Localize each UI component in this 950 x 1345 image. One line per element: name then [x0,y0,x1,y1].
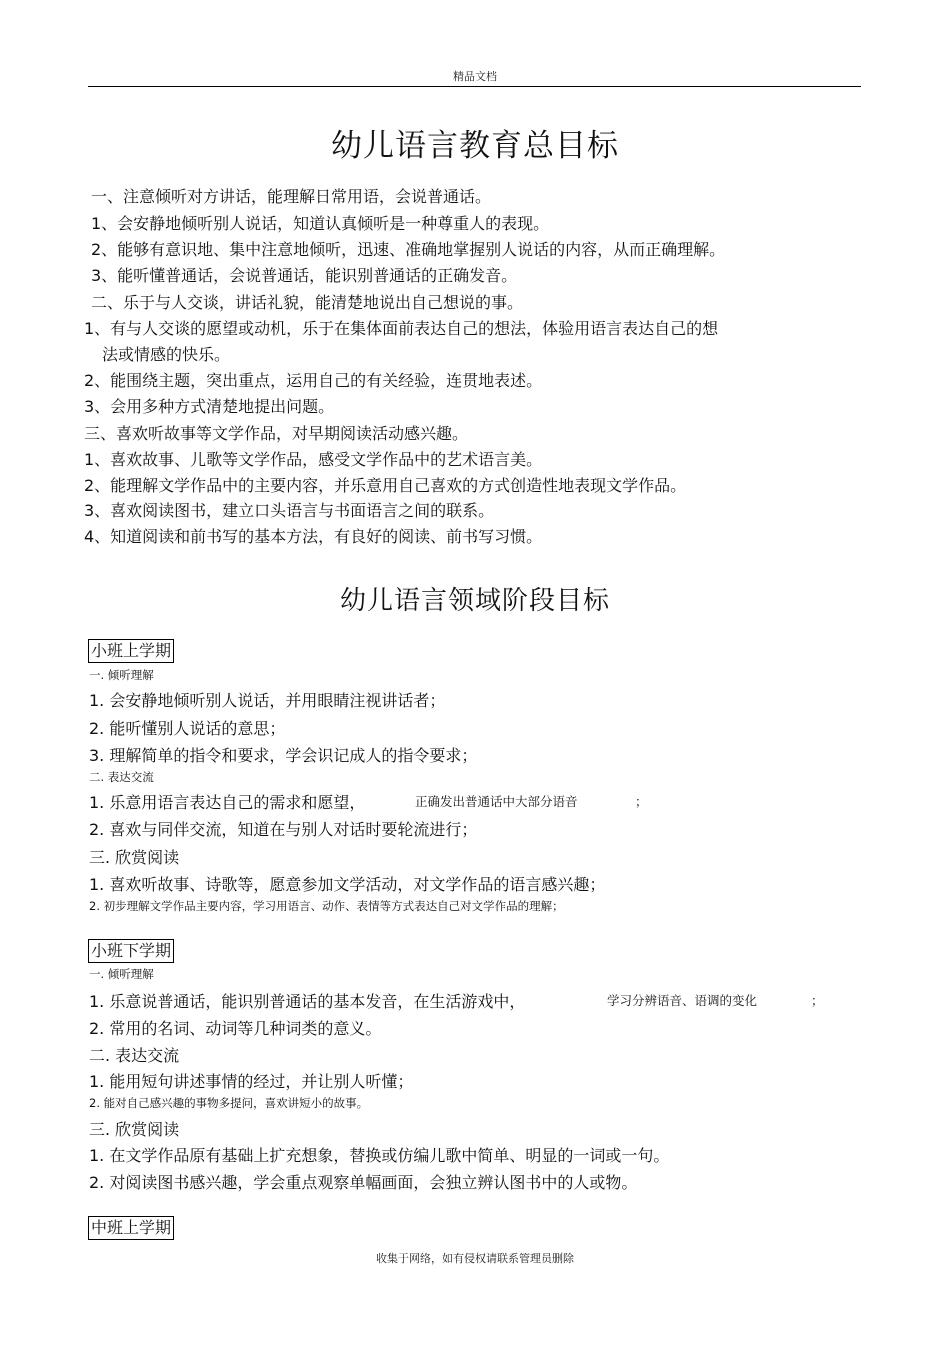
goal-line: 三、喜欢听故事等文学作品，对早期阅读活动感兴趣。 [84,424,469,443]
goal-line: 一、注意倾听对方讲话，能理解日常用语，会说普通话。 [91,187,492,206]
list-item: 1. 乐意说普通话，能识别普通话的基本发音，在生活游戏中， [89,992,526,1011]
title-stage-goals: 幼儿语言领域阶段目标 [339,586,610,616]
goal-line: 3、会用多种方式清楚地提出问题。 [84,397,335,416]
header-rule [88,86,861,87]
goal-line: 2、能理解文学作品中的主要内容，并乐意用自己喜欢的方式创造性地表现文学作品。 [84,476,687,495]
list-item: 1. 乐意用语言表达自己的需求和愿望， [89,793,366,812]
list-item: 2. 初步理解文学作品主要内容，学习用语言、动作、表情等方式表达自己对文学作品的理解； [89,899,564,913]
goal-line: 二、乐于与人交谈，讲话礼貌，能清楚地说出自己想说的事。 [91,293,524,312]
goal-line: 4、知道阅读和前书写的基本方法，有良好的阅读、前书写习惯。 [84,527,543,546]
list-item: 3. 理解简单的指令和要求，学会识记成人的指令要求； [89,746,478,765]
list-item-inline: ； [635,794,648,809]
goal-line: 3、喜欢阅读图书，建立口头语言与书面语言之间的联系。 [84,501,495,520]
page-footer: 收集于网络，如有侵权请联系管理员删除 [376,1252,574,1265]
list-item: 2. 能听懂别人说话的意思； [89,719,286,738]
list-item: 2. 对阅读图书感兴趣，学会重点观察单幅画面，会独立辨认图书中的人或物。 [89,1173,638,1192]
section-heading: 一. 倾听理解 [89,967,154,981]
list-item: 1. 喜欢听故事、诗歌等，愿意参加文学活动，对文学作品的语言感兴趣； [89,875,606,894]
goal-line: 2、能够有意识地、集中注意地倾听，迅速、准确地掌握别人说话的内容，从而正确理解。 [91,240,726,259]
goal-line: 1、有与人交谈的愿望或动机，乐于在集体面前表达自己的想法，体验用语言表达自己的想 [84,319,719,338]
goal-line: 3、能听懂普通话，会说普通话，能识别普通话的正确发音。 [91,266,518,285]
goal-line: 法或情感的快乐。 [102,345,231,364]
title-overall-goals: 幼儿语言教育总目标 [331,128,619,164]
term-label-small-first: 小班上学期 [88,639,174,663]
section-heading: 三. 欣赏阅读 [89,1120,180,1139]
page-header: 精品文档 [453,70,497,83]
goal-line: 1、会安静地倾听别人说话，知道认真倾听是一种尊重人的表现。 [91,214,550,233]
list-item: 2. 常用的名词、动词等几种词类的意义。 [89,1019,382,1038]
list-item-inline: 正确发出普通话中大部分语音 [415,794,578,809]
term-label-small-second: 小班下学期 [88,939,174,963]
section-heading: 一. 倾听理解 [89,668,154,682]
list-item: 1. 在文学作品原有基础上扩充想象，替换或仿编儿歌中简单、明显的一词或一句。 [89,1146,670,1165]
section-heading: 二. 表达交流 [89,770,154,784]
list-item-inline: 学习分辨语音、语调的变化 [607,993,758,1008]
list-item: 1. 能用短句讲述事情的经过，并让别人听懂； [89,1072,414,1091]
goal-line: 1、喜欢故事、儿歌等文学作品，感受文学作品中的艺术语言美。 [84,450,543,469]
term-label-middle-first: 中班上学期 [88,1216,174,1240]
list-item-inline: ； [811,993,824,1008]
goal-line: 2、能围绕主题，突出重点，运用自己的有关经验，连贯地表述。 [84,371,543,390]
list-item: 2. 能对自己感兴趣的事物多提问，喜欢讲短小的故事。 [89,1096,369,1110]
section-heading: 三. 欣赏阅读 [89,848,180,867]
list-item: 2. 喜欢与同伴交流，知道在与别人对话时要轮流进行； [89,820,478,839]
list-item: 1. 会安静地倾听别人说话，并用眼睛注视讲话者； [89,691,446,710]
section-heading: 二. 表达交流 [89,1046,180,1065]
